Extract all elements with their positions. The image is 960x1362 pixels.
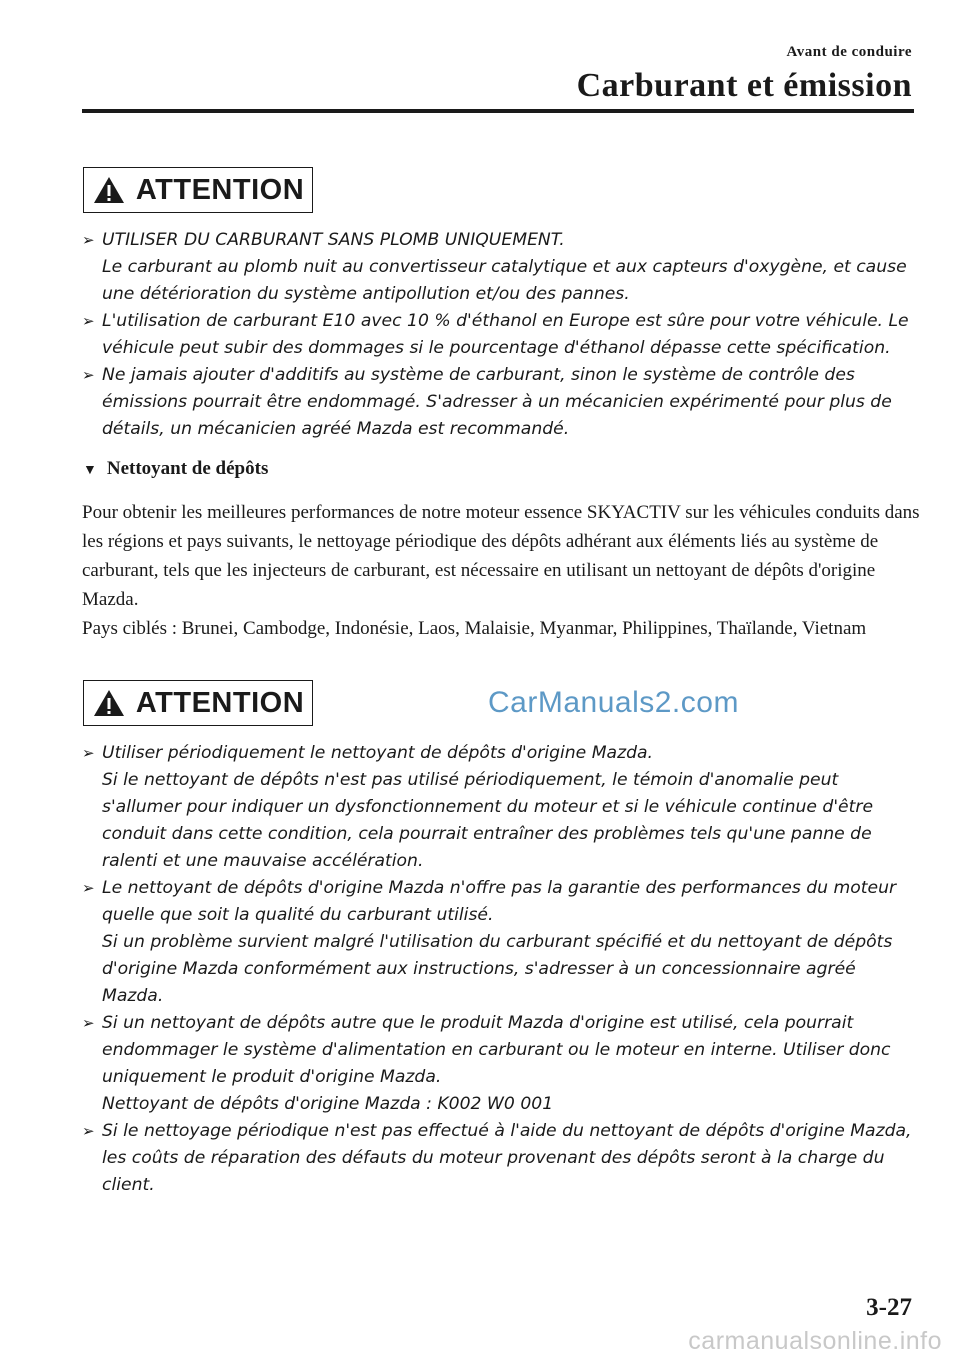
footer-site-link[interactable]: carmanualsonline.info	[688, 1327, 942, 1355]
section-body	[82, 498, 922, 643]
list-item: ➢ Le nettoyant de dépôts d'origine Mazda n'offre pas la garantie des performances du moteur quelle que soit la qualité du carburant utilisé. Si un problème survient malgré l'utilisation du carburant spécifié et du nettoyant de dépôts d'origine Mazda conformément aux instructions, s'adresser à un concessionnaire agréé Mazda.	[82, 875, 916, 1010]
arrow-bullet-icon: ➢	[82, 1122, 95, 1140]
chapter-title: Carburant et émission	[576, 67, 912, 104]
arrow-bullet-icon: ➢	[82, 231, 95, 249]
page-number: 3-27	[866, 1294, 912, 1321]
list-item: ➢ Ne jamais ajouter d'additifs au système de carburant, sinon le système de contrôle des émissions pourrait être endommagé. S'adresser à un mécanicien expérimenté pour plus de détails, un mécanicien agréé Mazda est recommandé.	[82, 362, 916, 443]
paragraph: Pour obtenir les meilleures performances de notre moteur essence SKYACTIV sur les véhicules conduits dans les régions et pays suivants, le nettoyage périodique des dépôts adhérant aux éléments liés au système de carburant, tels que les injecteurs de carburant, est nécessaire en utilisant un nettoyant de dépôts d'origine Mazda.	[82, 502, 920, 610]
list-item: ➢ Si un nettoyant de dépôts autre que le produit Mazda d'origine est utilisé, cela pourrait endommager le système d'alimentation en carburant ou le moteur en interne. Utiliser donc uniquement le produit d'origine Mazda. Nettoyant de dépôts d'origine Mazda : K002 W0 001	[82, 1010, 916, 1118]
section-heading: ▼ Nettoyant de dépôts	[83, 458, 269, 479]
attention-label: ATTENTION	[135, 173, 305, 206]
arrow-bullet-icon: ➢	[82, 1014, 95, 1032]
attention-1-list	[82, 227, 916, 443]
arrow-bullet-icon: ➢	[82, 312, 95, 330]
list-item: ➢ L'utilisation de carburant E10 avec 10 % d'éthanol en Europe est sûre pour votre véhicule. Le véhicule peut subir des dommages si le pourcentage d'éthanol dépasse cette spécification.	[82, 308, 916, 362]
warning-icon	[92, 688, 126, 718]
section-name: Avant de conduire	[786, 44, 912, 60]
list-item: ➢ UTILISER DU CARBURANT SANS PLOMB UNIQUEMENT. Le carburant au plomb nuit au convertisseur catalytique et aux capteurs d'oxygène, et cause une détérioration du système antipollution et/ou des pannes.	[82, 227, 916, 308]
attention-label: ATTENTION	[135, 686, 305, 719]
arrow-bullet-icon: ➢	[82, 366, 95, 384]
page-header	[577, 44, 912, 105]
watermark: CarManuals2.com	[488, 686, 739, 719]
list-item: ➢ Si le nettoyage périodique n'est pas effectué à l'aide du nettoyant de dépôts d'origine Mazda, les coûts de réparation des défauts du moteur provenant des dépôts seront à la charge du client.	[82, 1118, 916, 1199]
attention-box-2	[83, 680, 313, 726]
paragraph: Pays ciblés : Brunei, Cambodge, Indonésie, Laos, Malaisie, Myanmar, Philippines, Thaïlande, Vietnam	[82, 618, 867, 639]
arrow-bullet-icon: ➢	[82, 879, 95, 897]
arrow-bullet-icon: ➢	[82, 744, 95, 762]
attention-2-list	[82, 740, 916, 1199]
triangle-down-icon: ▼	[83, 463, 97, 478]
attention-box-1	[83, 167, 313, 213]
list-item: ➢ Utiliser périodiquement le nettoyant de dépôts d'origine Mazda. Si le nettoyant de dépôts n'est pas utilisé périodiquement, le témoin d'anomalie peut s'allumer pour indiquer un dysfonctionnement du moteur et si le véhicule continue d'être conduit dans cette condition, cela pourrait entraîner des problèmes tels qu'une panne de ralenti et une mauvaise accélération.	[82, 740, 916, 875]
warning-icon	[92, 175, 126, 205]
header-divider	[82, 109, 914, 113]
